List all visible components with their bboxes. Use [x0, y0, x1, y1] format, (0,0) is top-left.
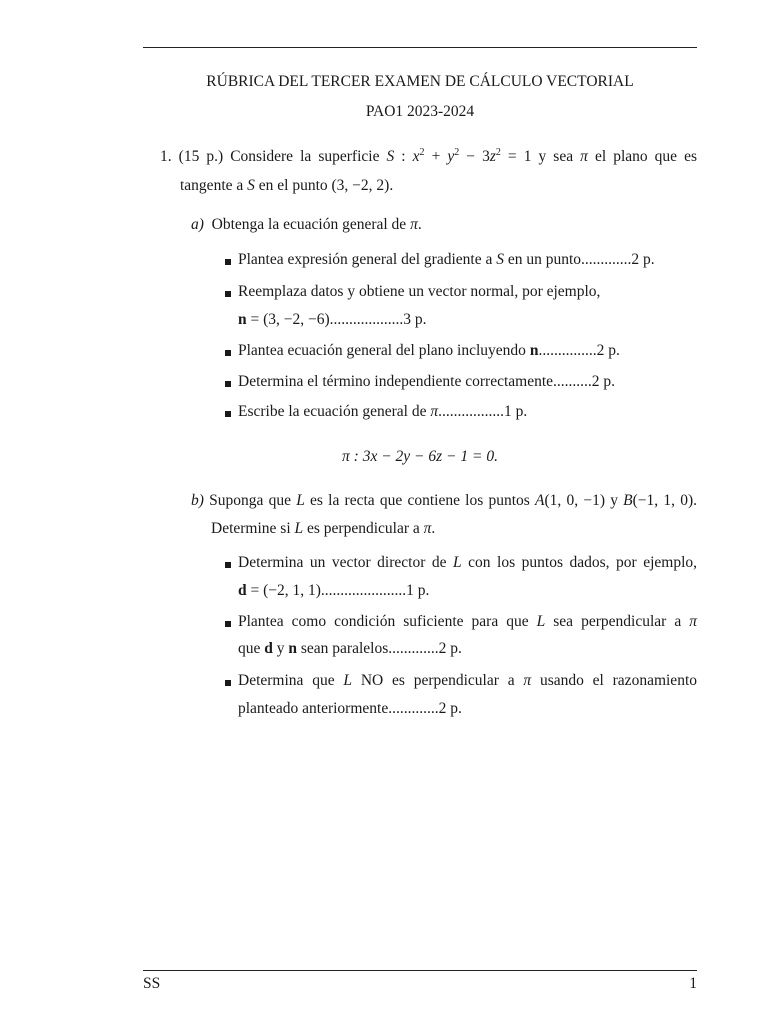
rubric-item-b2-cont: que d y n sean paralelos.............2 p. — [238, 640, 462, 657]
rubric-item-a2-cont: n = (3, −2, −6)...................3 p. — [238, 311, 427, 328]
rubric-item-a2: Reemplaza datos y obtiene un vector normal, por ejemplo, — [238, 283, 601, 300]
footer-left-text: SS — [143, 975, 161, 992]
rubric-item-a1: Plantea expresión general del gradiente a S en un punto.............2 p. — [238, 251, 655, 268]
problem-1-statement-line2: tangente a S en el punto (3, −2, 2). — [180, 177, 394, 194]
part-b-heading-line2: Determine si L es perpendicular a π. — [211, 520, 436, 537]
footer-rule — [143, 970, 697, 971]
header-rule — [143, 47, 697, 48]
part-b-label: b) — [191, 492, 204, 509]
rubric-item-a5: Escribe la ecuación general de π.................1 p. — [238, 403, 528, 420]
bullet-marker — [225, 381, 231, 387]
bullet-marker — [225, 621, 231, 627]
bullet-marker — [225, 350, 231, 356]
bullet-marker — [225, 259, 231, 265]
part-b-heading: b) Suponga que L es la recta que contiene los puntos A(1, 0, −1) y B(−1, 1, 0). — [191, 492, 698, 509]
bullet-marker — [225, 562, 231, 568]
rubric-item-b3-cont: planteado anteriormente.............2 p. — [238, 700, 462, 717]
rubric-item-b1-cont: d = (−2, 1, 1)......................1 p. — [238, 582, 430, 599]
problem-number: 1. — [160, 148, 172, 165]
bullet-marker — [225, 291, 231, 297]
rubric-item-b3: Determina que L NO es perpendicular a π usando el razonamiento — [238, 672, 697, 689]
problem-points: (15 p.) — [178, 148, 224, 165]
part-a-heading: a) Obtenga la ecuación general de π. — [191, 216, 422, 233]
plane-equation: π : 3x − 2y − 6z − 1 = 0. — [342, 448, 498, 465]
bullet-marker — [225, 411, 231, 417]
problem-1-statement-line1: 1. (15 p.) Considere la superficie S : $x^2 + y^2 - 3z^2 = 1$ y sea π el plano que es — [160, 147, 698, 165]
document-title: RÚBRICA DEL TERCER EXAMEN DE CÁLCULO VECTORIAL — [206, 73, 634, 90]
page-number: 1 — [689, 975, 697, 992]
document-subtitle: PAO1 2023-2024 — [365, 103, 475, 120]
bullet-marker — [225, 680, 231, 686]
rubric-item-a4: Determina el término independiente correctamente..........2 p. — [238, 373, 616, 390]
rubric-item-b2: Plantea como condición suficiente para que L sea perpendicular a π — [238, 613, 697, 630]
rubric-item-b1: Determina un vector director de L con los puntos dados, por ejemplo, — [238, 554, 697, 571]
part-a-label: a) — [191, 216, 204, 233]
rubric-item-a3: Plantea ecuación general del plano incluyendo n...............2 p. — [238, 342, 620, 359]
